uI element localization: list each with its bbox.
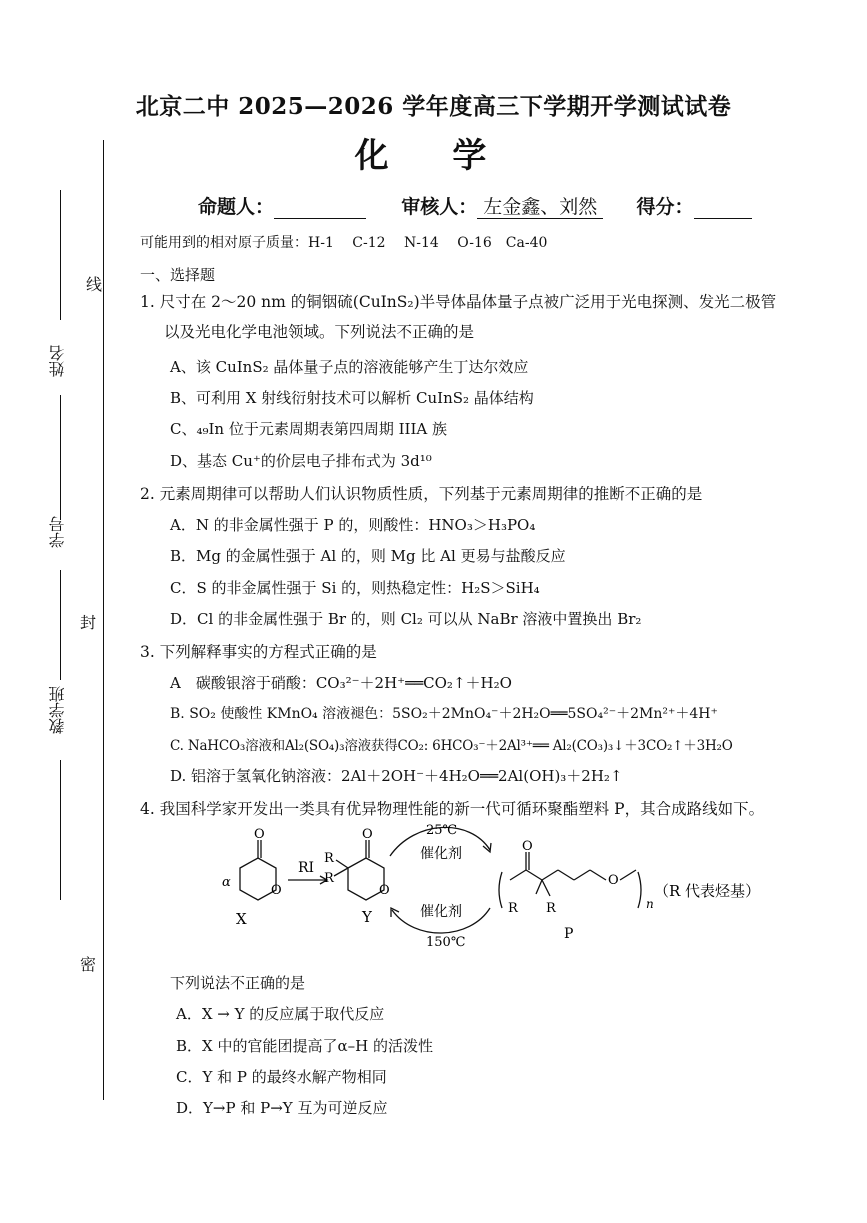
question-2-stem [140,479,702,510]
question-2-option-d: D．Cl 的非金属性强于 Br 的，则 Cl₂ 可以从 NaBr 溶液中置换出 Br₂ [170,610,642,628]
p-r-group-1: R [508,901,518,916]
question-number: 4. [140,800,155,818]
atomic-masses: 可能用到的相对原子质量：H-1 C-12 N-14 O-16 Ca-40 [140,235,548,251]
bottom-temperature: 150℃ [426,935,466,950]
name-underline [60,190,61,320]
name-label: 姓名 [48,345,67,377]
question-text: 我国科学家开发出一类具有优异物理性能的新一代可循环聚酯塑料 P，其合成路线如下。 [159,800,765,818]
question-1-option-a: A、该 CuInS₂ 晶体量子点的溶液能够产生丁达尔效应 [170,358,529,376]
setter-blank [274,196,366,219]
class-underline-lower [60,760,61,900]
question-number: 3. [140,643,155,661]
bottom-catalyst: 催化剂 [420,904,462,920]
question-4-option-b: B．X 中的官能团提高了α–H 的活泼性 [176,1037,433,1055]
top-temperature: 25℃ [426,823,458,838]
r-note: （R 代表烃基） [654,882,761,900]
x-ring-o: O [271,883,282,898]
repeat-n: n [646,897,654,911]
x-carbonyl-o: O [254,827,265,842]
subject-title: 化 学 [354,136,513,176]
binding-line-char: 线 [86,275,103,294]
question-3-stem [140,637,377,668]
binding-secret-char: 密 [80,955,97,974]
question-2-option-b: B．Mg 的金属性强于 Al 的，则 Mg 比 Al 更易与盐酸反应 [170,547,566,565]
p-ester-o: O [608,873,619,888]
y-r-group-2: R [324,871,334,886]
class-label: 教学班 [48,686,67,734]
label-y: Y [362,908,372,926]
question-1-option-d: D、基态 Cu⁺的价层电子排布式为 3d¹⁰ [170,452,432,470]
reaction-scheme [200,820,800,960]
id-label: 学号 [48,516,67,548]
y-r-group-1: R [324,851,334,866]
question-text: 元素周期律可以帮助人们认识物质性质，下列基于元素周期律的推断不正确的是 [159,485,703,503]
question-number: 2. [140,485,155,503]
question-3-option-c: C. NaHCO₃溶液和Al₂(SO₄)₃溶液获得CO₂: 6HCO₃⁻＋2Al³⁺══ Al₂(CO₃)₃↓＋3CO₂↑＋3H₂O [170,738,733,754]
class-underline [60,570,61,680]
question-4-option-d: D．Y→P 和 P→Y 互为可逆反应 [176,1099,388,1117]
question-2-option-a: A．N 的非金属性强于 P 的，则酸性：HNO₃＞H₃PO₄ [170,516,536,534]
reagent-label: RI [298,860,315,876]
exam-title: 北京二中 2025—2026 学年度高三下学期开学测试试卷 [135,93,732,120]
question-4-option-a: A．X → Y 的反应属于取代反应 [176,1005,385,1023]
question-1-stem [140,287,776,318]
polymer-bracket-left [499,872,502,908]
question-3-option-a: A 碳酸银溶于硝酸：CO₃²⁻＋2H⁺══CO₂↑＋H₂O [170,674,512,692]
alpha-label: α [222,875,231,890]
question-number: 1. [140,293,155,311]
p-r-group-2: R [546,901,556,916]
question-3-option-b: B. SO₂ 使酸性 KMnO₄ 溶液褪色：5SO₂＋2MnO₄⁻＋2H₂O══5SO₄²⁻＋2Mn²⁺＋4H⁺ [170,706,718,722]
question-1-option-c: C、₄₉In 位于元素周期表第四周期 IIIA 族 [170,420,448,438]
polymer-bracket-right [638,872,641,908]
p-carbonyl-o: O [522,839,533,854]
score-blank [694,196,752,219]
question-2-option-c: C．S 的非金属性强于 Si 的，则热稳定性：H₂S＞SiH₄ [170,579,540,597]
reviewer-label: 审核人： [401,196,478,218]
question-4-stem-line2: 下列说法不正确的是 [170,974,306,992]
y-carbonyl-o: O [362,827,373,842]
score-label: 得分： [636,196,694,218]
y-ring-o: O [379,883,390,898]
id-underline [60,395,61,520]
exam-meta [198,192,752,219]
question-text: 下列解释事实的方程式正确的是 [159,643,377,661]
reviewer-value: 左金鑫、刘然 [477,196,603,219]
question-4-option-c: C．Y 和 P 的最终水解产物相同 [176,1068,387,1086]
question-1-stem-line2: 以及光电化学电池领域。下列说法不正确的是 [164,323,475,341]
question-text: 尺寸在 2～20 nm 的铜铟硫(CuInS₂)半导体晶体量子点被广泛用于光电探测、发光二极管 [159,293,777,311]
setter-label: 命题人： [198,196,275,218]
label-x: X [236,910,247,928]
binding-margin-line [103,140,104,1100]
section-title: 一、选择题 [140,266,216,284]
question-1-option-b: B、可利用 X 射线衍射技术可以解析 CuInS₂ 晶体结构 [170,389,534,407]
top-catalyst: 催化剂 [420,846,462,862]
label-p: P [564,926,574,942]
binding-seal-char: 封 [80,613,97,632]
question-3-option-d: D. 铝溶于氢氧化钠溶液：2Al＋2OH⁻＋4H₂O══2Al(OH)₃＋2H₂↑ [170,767,623,785]
